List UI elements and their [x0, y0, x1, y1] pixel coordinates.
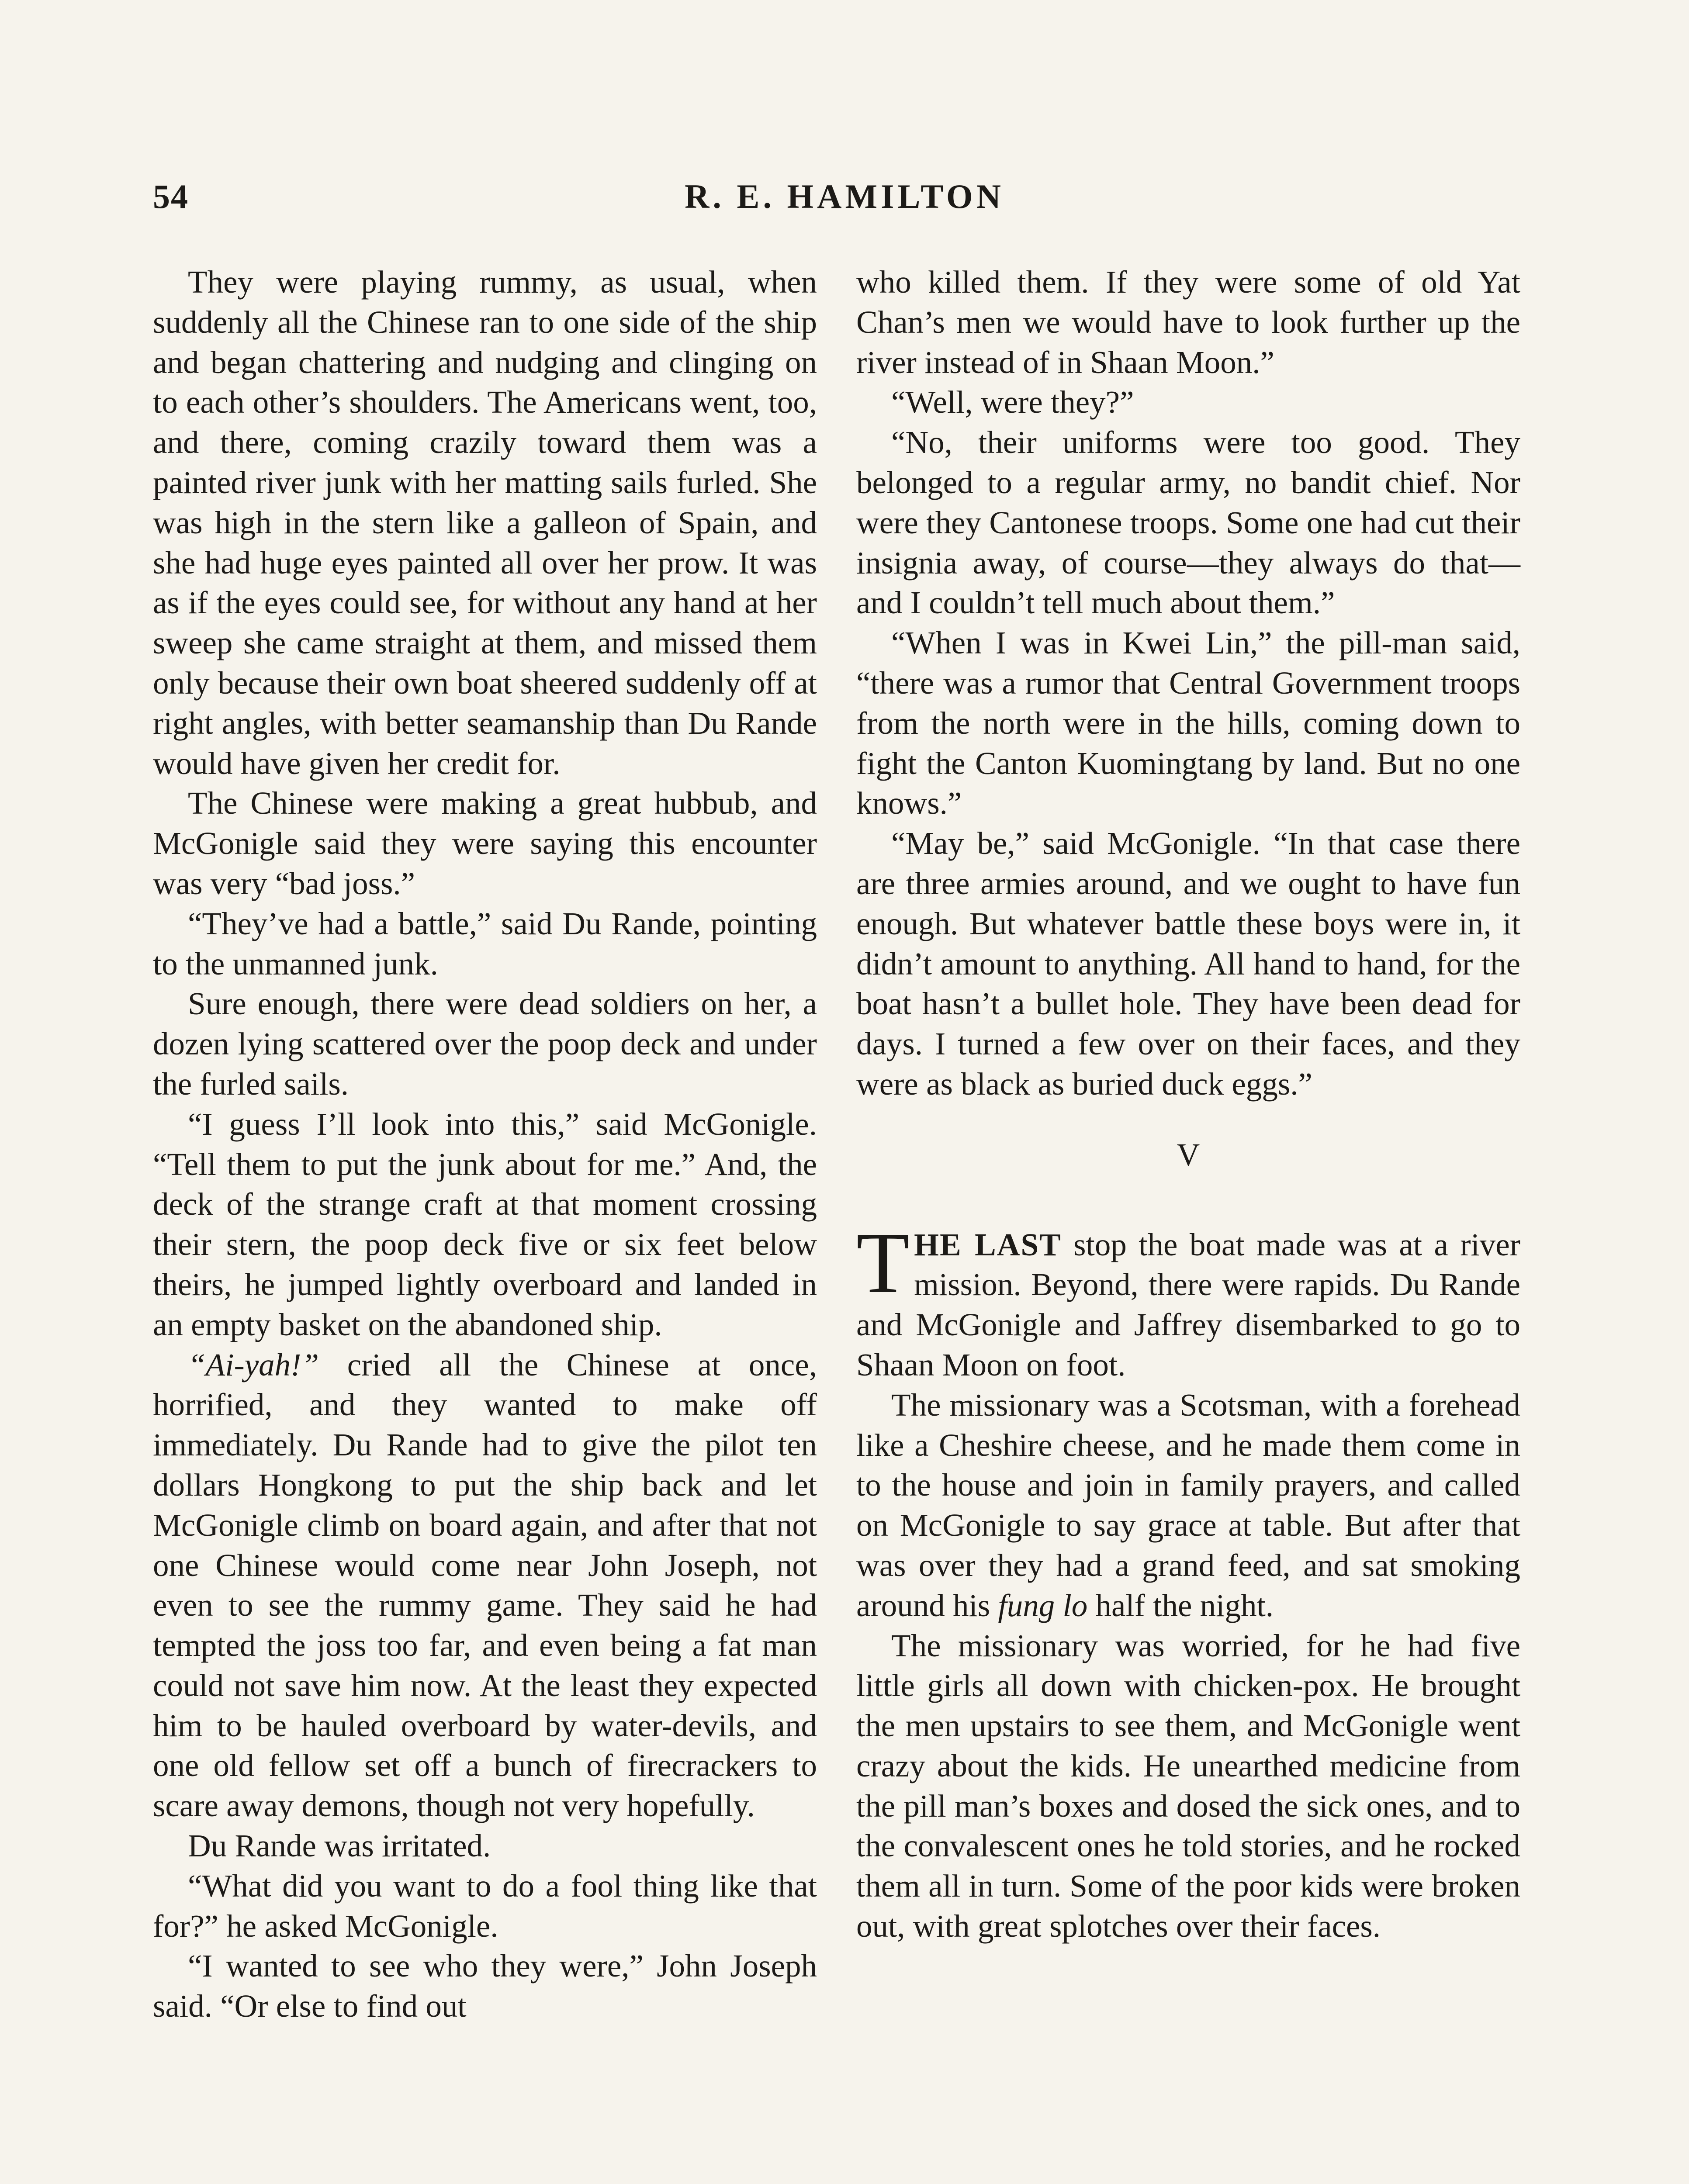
paragraph: “I guess I’ll look into this,” said McGonigle. “Tell them to put the junk about for me.” And, the deck of the strange craft at that moment crossing their stern, the poop deck five or six feet below theirs, he jumped lightly overboard and landed in an empty basket on the abandoned ship.	[153, 1106, 817, 1342]
right-column	[856, 262, 1520, 1946]
page-number: 54	[153, 177, 189, 215]
opening-text: stop the boat made was at a river mission. Beyond, there were rapids. Du Rande and McGonigle and Jaffrey disembarked to go to Shaan Moon on foot.	[856, 1227, 1520, 1382]
paragraph: Sure enough, there were dead soldiers on her, a dozen lying scattered over the poop deck and under the furled sails.	[153, 986, 817, 1102]
missionary-text: The missionary was a Scotsman, with a forehead like a Cheshire cheese, and he made them come in to the house and join in family prayers, and called on McGonigle to say grace at table. But after that was over they had a grand feed, and sat smoking around his	[856, 1387, 1520, 1623]
paragraph-ai-yah	[153, 1345, 817, 1826]
paragraph: Du Rande was irritated.	[188, 1828, 491, 1864]
paragraph: “What did you want to do a fool thing like that for?” he asked McGonigle.	[153, 1868, 817, 1944]
running-head: R. E. HAMILTON	[685, 177, 1004, 215]
paragraph: “When I was in Kwei Lin,” the pill-man said, “there was a rumor that Central Government troops from the north were in the hills, coming down to fight the Canton Kuomingtang by land. But no one knows.”	[856, 625, 1520, 821]
paragraph: “I wanted to see who they were,” John Joseph said. “Or else to find out	[153, 1948, 817, 2024]
paragraph-continuation: who killed them. If they were some of old Yat Chan’s men we would have to look further up the river instead of in Shaan Moon.”	[856, 264, 1520, 380]
paragraph: “They’ve had a battle,” said Du Rande, pointing to the unmanned junk.	[153, 905, 817, 981]
section-heading: V	[1177, 1137, 1200, 1172]
ai-yah-italic: “Ai-yah!”	[188, 1347, 319, 1382]
paragraph-missionary	[856, 1385, 1520, 1626]
drop-cap: T	[856, 1214, 910, 1311]
ai-yah-text: cried all the Chinese at once, horrified, and they wanted to make off immediately. Du Rande had to give the pilot ten dollars Hongkong to put the ship back and let McGonigle climb on board again, and after that not one Chinese would come near John Joseph, not even to see the rummy game. They said he had tempted the joss too far, and even being a fat man could not save him now. At the least they expected him to be hauled overboard by water-devils, and one old fellow set off a bunch of firecrackers to scare away demons, though not very hopefully.	[153, 1347, 817, 1824]
missionary-text-end: half the night.	[1087, 1587, 1274, 1623]
paragraph: “May be,” said McGonigle. “In that case there are three armies around, and we ought to have fun enough. But whatever battle these boys were in, it didn’t amount to anything. All hand to hand, for the boat hasn’t a bullet hole. They have been dead for days. I turned a few over on their faces, and they were as black as buried duck eggs.”	[856, 826, 1520, 1102]
paragraph: The missionary was worried, for he had five little girls all down with chicken-pox. He brought the men upstairs to see them, and McGonigle went crazy about the kids. He unearthed medicine from the pill man’s boxes and dosed the sick ones, and to the convalescent ones he told stories, and he rocked them all in turn. Some of the poor kids were broken out, with great splotches over their faces.	[856, 1628, 1520, 1944]
paragraph: “No, their uniforms were too good. They belonged to a regular army, no bandit chief. Nor were they Cantonese troops. Some one had cut their insignia away, of course—they always do that—and I couldn’t tell much about them.”	[856, 425, 1520, 621]
left-column	[153, 262, 817, 2026]
paragraph: They were playing rummy, as usual, when suddenly all the Chinese ran to one side of the ship and began chattering and nudging and clinging on to each other’s shoulders. The Americans went, too, and there, coming crazily toward them was a painted river junk with her matting sails furled. She was high in the stern like a galleon of Spain, and she had huge eyes painted all over her prow. It was as if the eyes could see, for without any hand at her sweep she came straight at them, and missed them only because their own boat sheered suddenly off at right angles, with better seamanship than Du Rande would have given her credit for.	[153, 264, 817, 781]
section-opening-paragraph	[856, 1214, 1520, 1385]
paragraph: “Well, were they?”	[891, 384, 1134, 420]
paragraph: The Chinese were making a great hubbub, and McGonigle said they were saying this encounter was very “bad joss.”	[153, 785, 817, 901]
opening-caps: HE LAST	[914, 1227, 1062, 1262]
fung-lo-italic: fung lo	[998, 1587, 1088, 1623]
